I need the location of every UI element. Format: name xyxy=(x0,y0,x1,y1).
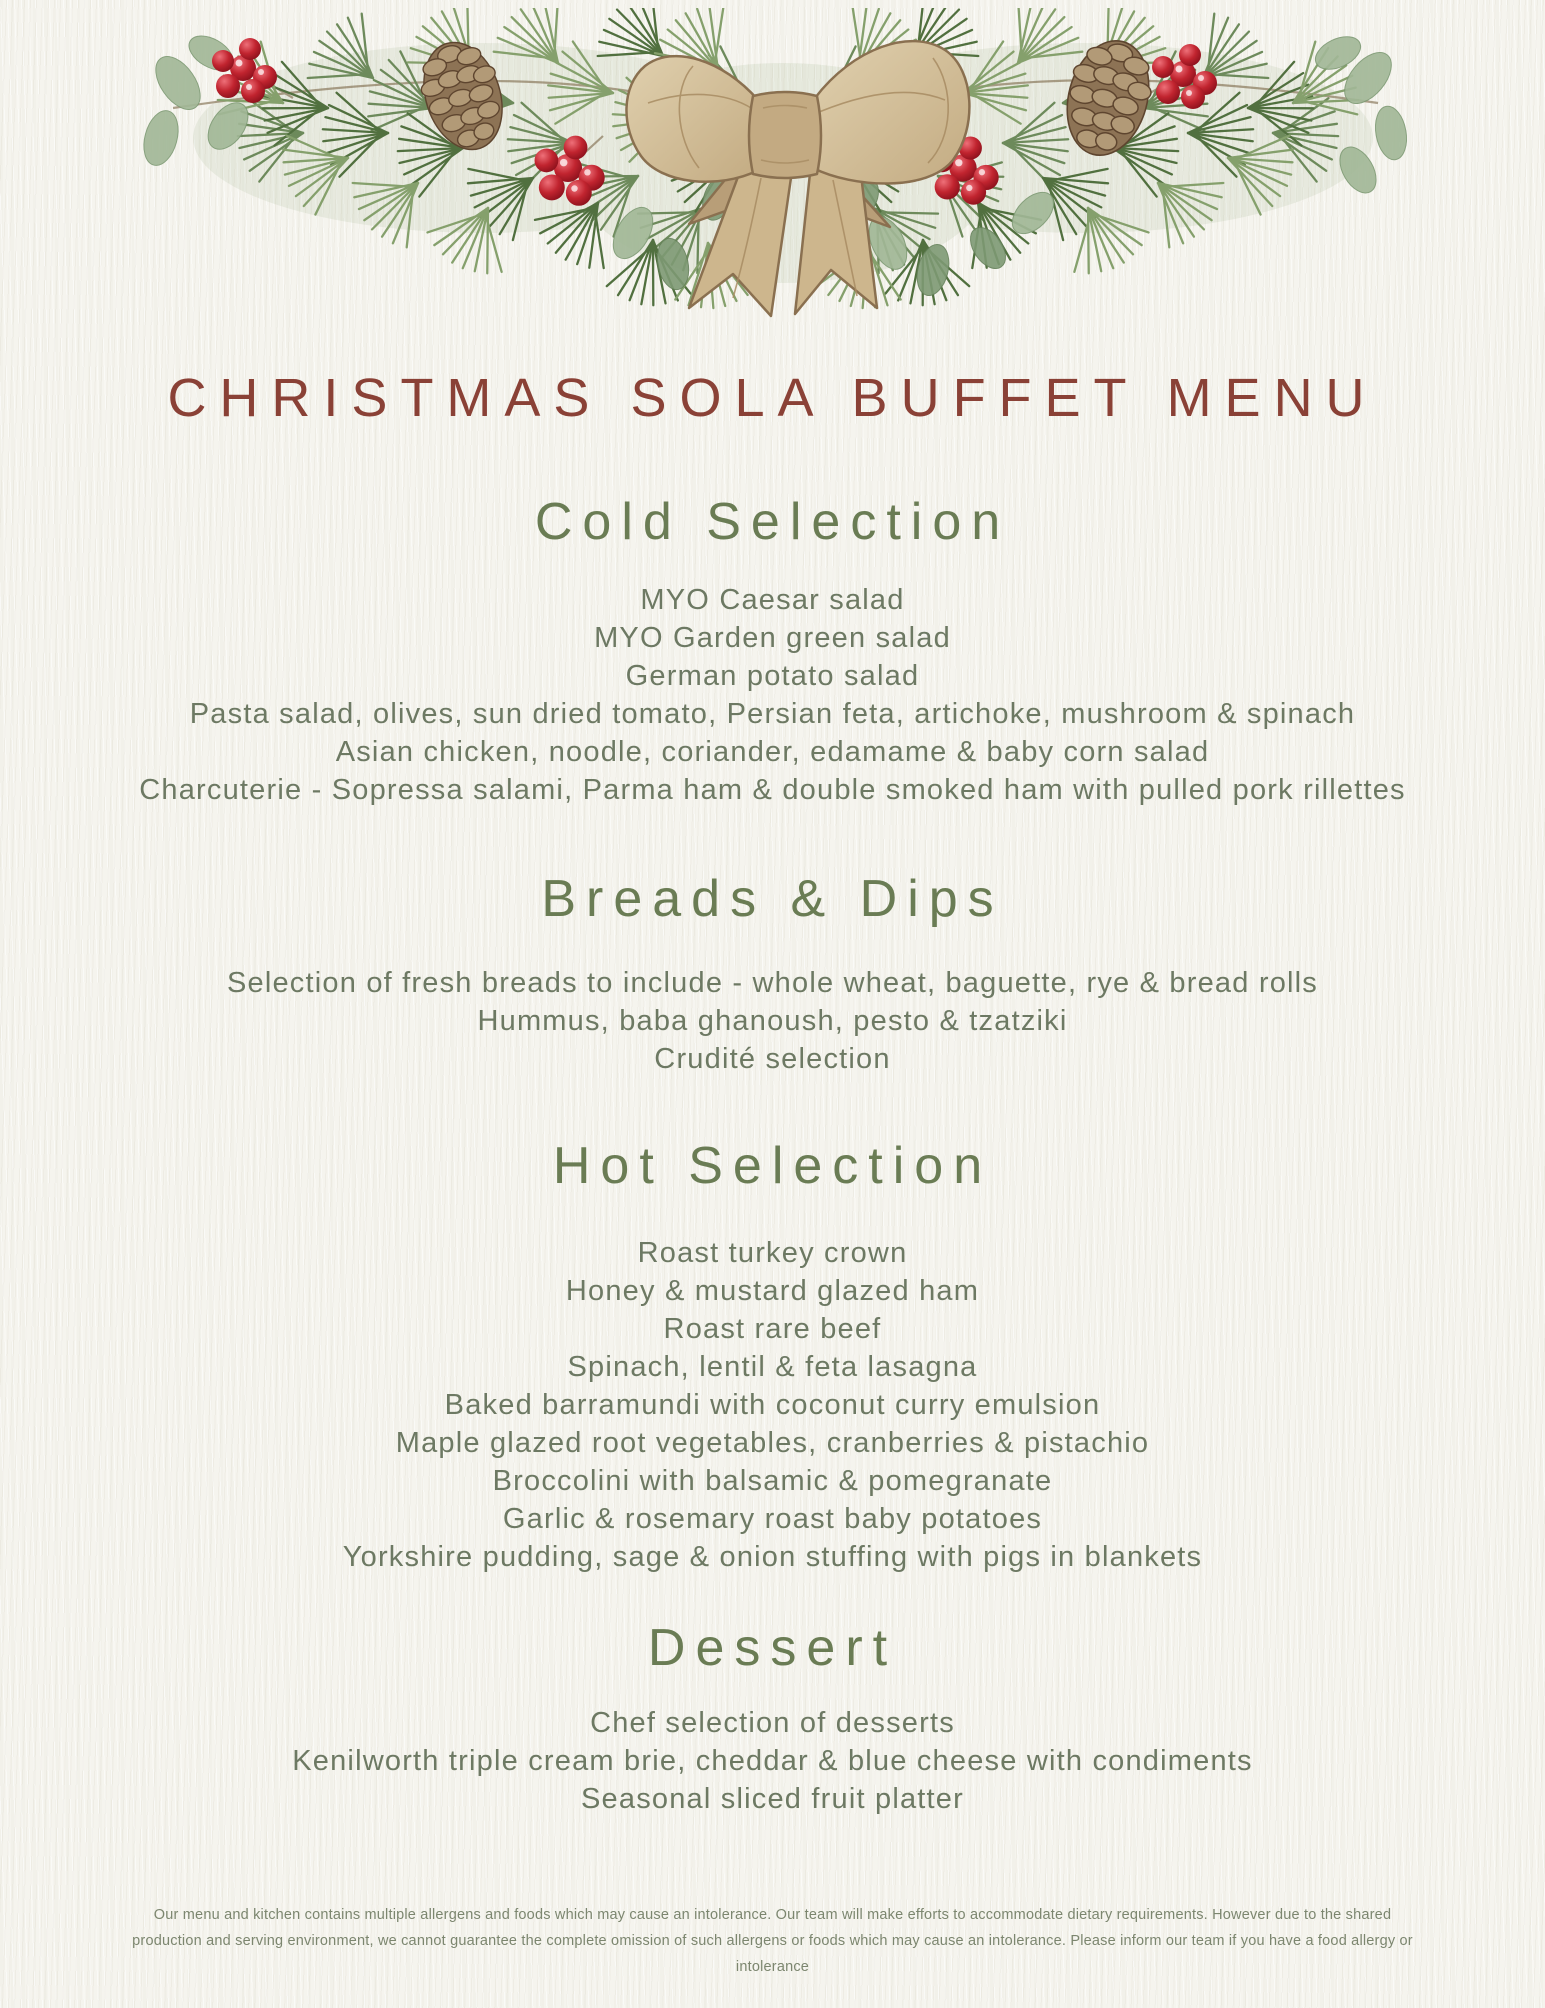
menu-item: Pasta salad, olives, sun dried tomato, Persian feta, artichoke, mushroom & spinach xyxy=(189,698,1356,730)
menu-item: Garlic & rosemary roast baby potatoes xyxy=(502,1503,1043,1535)
section-items xyxy=(0,1234,1545,1576)
menu-item: MYO Caesar salad xyxy=(640,584,905,616)
menu-item: Charcuterie - Sopressa salami, Parma ham & double smoked ham with pulled pork rillettes xyxy=(139,774,1406,806)
menu-item: Selection of fresh breads to include - whole wheat, baguette, rye & bread rolls xyxy=(226,967,1319,999)
section-items xyxy=(0,581,1545,809)
menu-item: Roast turkey crown xyxy=(637,1237,908,1269)
garland-svg xyxy=(133,8,1413,330)
menu-item: Seasonal sliced fruit platter xyxy=(581,1783,964,1815)
section-items xyxy=(0,1704,1545,1818)
menu-item: Baked barramundi with coconut curry emulsion xyxy=(444,1389,1101,1421)
page-title: CHRISTMAS SOLA BUFFET MENU xyxy=(167,368,1378,428)
menu-item: Spinach, lentil & feta lasagna xyxy=(567,1351,978,1383)
menu-item: Broccolini with balsamic & pomegranate xyxy=(492,1465,1053,1497)
menu-item: MYO Garden green salad xyxy=(594,622,951,654)
allergen-disclaimer: Our menu and kitchen contains multiple allergens and foods which may cause an intolerance. Our team will make efforts to accommodate dietary requirements. However due to the shared production and serving environment, we cannot guarantee the complete omission of such allergens or foods which may cause an intolerance. Please inform our team if you have a food allergy or intolerance xyxy=(132,1907,1413,1975)
menu-item: Hummus, baba ghanoush, pesto & tzatziki xyxy=(477,1005,1068,1037)
menu-item: German potato salad xyxy=(625,660,920,692)
section-heading: Breads & Dips xyxy=(541,870,1004,928)
christmas-garland-illustration xyxy=(133,8,1413,330)
menu-item: Maple glazed root vegetables, cranberries & pistachio xyxy=(395,1427,1150,1459)
menu-item: Honey & mustard glazed ham xyxy=(565,1275,980,1307)
menu-item: Yorkshire pudding, sage & onion stuffing with pigs in blankets xyxy=(342,1541,1203,1573)
menu-section xyxy=(0,1134,1545,1576)
section-heading: Cold Selection xyxy=(534,493,1011,551)
menu-section xyxy=(0,490,1545,809)
bow-loop-right xyxy=(813,41,969,183)
menu-section xyxy=(0,867,1545,1078)
menu-item: Roast rare beef xyxy=(663,1313,882,1345)
section-heading: Hot Selection xyxy=(552,1137,993,1195)
menu-sections xyxy=(0,490,1545,1818)
section-items xyxy=(0,964,1545,1078)
menu-item: Asian chicken, noodle, coriander, edamame & baby corn salad xyxy=(335,736,1210,768)
menu-header xyxy=(0,366,1545,430)
menu-item: Kenilworth triple cream brie, cheddar & blue cheese with condiments xyxy=(292,1745,1253,1777)
menu-section xyxy=(0,1616,1545,1818)
section-heading: Dessert xyxy=(647,1619,898,1677)
menu-item: Crudité selection xyxy=(654,1043,891,1075)
menu-item: Chef selection of desserts xyxy=(590,1707,955,1739)
